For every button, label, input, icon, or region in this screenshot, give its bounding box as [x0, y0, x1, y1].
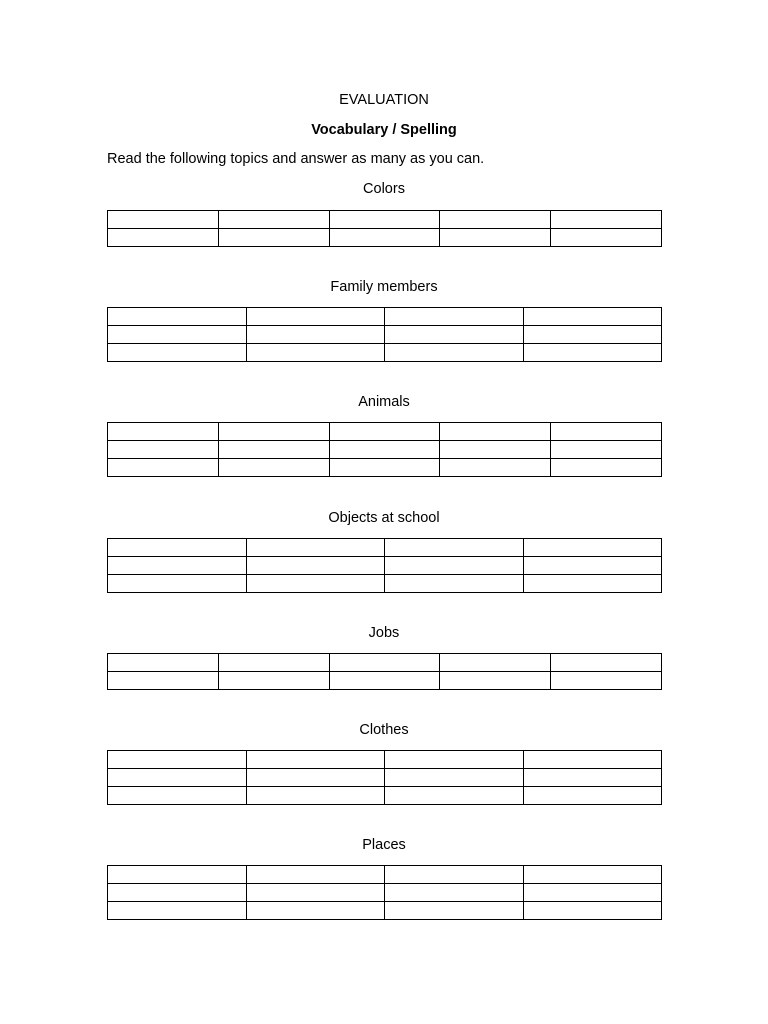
answer-cell[interactable]	[246, 539, 385, 557]
answer-cell[interactable]	[108, 902, 247, 920]
answer-cell[interactable]	[523, 902, 662, 920]
table-row	[108, 211, 662, 229]
answer-cell[interactable]	[385, 751, 524, 769]
answer-cell[interactable]	[551, 441, 662, 459]
answer-cell[interactable]	[108, 769, 247, 787]
answer-cell[interactable]	[108, 866, 247, 884]
answer-cell[interactable]	[246, 557, 385, 575]
answer-cell[interactable]	[108, 787, 247, 805]
answer-cell[interactable]	[246, 902, 385, 920]
answer-cell[interactable]	[385, 769, 524, 787]
answer-cell[interactable]	[440, 672, 551, 690]
answer-table	[107, 307, 662, 362]
section-title: Objects at school	[328, 510, 440, 526]
answer-cell[interactable]	[440, 423, 551, 441]
answer-cell[interactable]	[385, 344, 524, 362]
answer-cell[interactable]	[523, 787, 662, 805]
answer-cell[interactable]	[246, 769, 385, 787]
answer-cell[interactable]	[108, 672, 219, 690]
answer-cell[interactable]	[246, 787, 385, 805]
table-row	[108, 751, 662, 769]
table-row	[108, 557, 662, 575]
section-title: Jobs	[368, 625, 400, 641]
answer-cell[interactable]	[108, 211, 219, 229]
answer-cell[interactable]	[329, 459, 440, 477]
answer-table	[107, 653, 662, 690]
answer-cell[interactable]	[329, 211, 440, 229]
answer-cell[interactable]	[385, 575, 524, 593]
answer-cell[interactable]	[246, 308, 385, 326]
answer-cell[interactable]	[108, 557, 247, 575]
answer-cell[interactable]	[551, 229, 662, 247]
answer-cell[interactable]	[108, 308, 247, 326]
table-row	[108, 866, 662, 884]
answer-cell[interactable]	[329, 672, 440, 690]
answer-cell[interactable]	[440, 229, 551, 247]
answer-cell[interactable]	[246, 326, 385, 344]
answer-cell[interactable]	[108, 539, 247, 557]
answer-cell[interactable]	[523, 751, 662, 769]
answer-cell[interactable]	[218, 229, 329, 247]
answer-cell[interactable]	[218, 441, 329, 459]
answer-cell[interactable]	[246, 884, 385, 902]
answer-cell[interactable]	[523, 884, 662, 902]
answer-cell[interactable]	[551, 459, 662, 477]
answer-table	[107, 210, 662, 247]
answer-table	[107, 538, 662, 593]
answer-table	[107, 750, 662, 805]
table-row	[108, 229, 662, 247]
page-title: EVALUATION	[339, 92, 429, 108]
answer-cell[interactable]	[218, 459, 329, 477]
answer-cell[interactable]	[246, 344, 385, 362]
section-title: Animals	[358, 394, 410, 410]
table-row	[108, 326, 662, 344]
page-subtitle: Vocabulary / Spelling	[311, 122, 457, 138]
table-row	[108, 902, 662, 920]
answer-cell[interactable]	[551, 654, 662, 672]
answer-cell[interactable]	[440, 441, 551, 459]
section-title: Places	[362, 837, 406, 853]
answer-cell[interactable]	[218, 672, 329, 690]
answer-cell[interactable]	[108, 575, 247, 593]
table-row	[108, 344, 662, 362]
answer-cell[interactable]	[385, 539, 524, 557]
section-title: Colors	[363, 181, 405, 197]
answer-cell[interactable]	[385, 787, 524, 805]
answer-cell[interactable]	[218, 654, 329, 672]
answer-cell[interactable]	[523, 769, 662, 787]
section-title: Clothes	[359, 722, 409, 738]
answer-cell[interactable]	[108, 229, 219, 247]
answer-cell[interactable]	[385, 557, 524, 575]
answer-cell[interactable]	[385, 308, 524, 326]
table-row	[108, 884, 662, 902]
answer-cell[interactable]	[523, 344, 662, 362]
table-row	[108, 308, 662, 326]
answer-cell[interactable]	[108, 423, 219, 441]
answer-cell[interactable]	[440, 654, 551, 672]
answer-cell[interactable]	[329, 654, 440, 672]
table-row	[108, 654, 662, 672]
answer-cell[interactable]	[246, 751, 385, 769]
answer-cell[interactable]	[440, 211, 551, 229]
table-row	[108, 672, 662, 690]
answer-cell[interactable]	[108, 441, 219, 459]
answer-cell[interactable]	[329, 229, 440, 247]
answer-cell[interactable]	[523, 557, 662, 575]
answer-table	[107, 422, 662, 477]
table-row	[108, 769, 662, 787]
answer-cell[interactable]	[329, 441, 440, 459]
instructions-text: Read the following topics and answer as many as you can.	[107, 151, 485, 167]
answer-cell[interactable]	[440, 459, 551, 477]
answer-cell[interactable]	[108, 344, 247, 362]
answer-cell[interactable]	[108, 884, 247, 902]
answer-cell[interactable]	[523, 866, 662, 884]
answer-table	[107, 865, 662, 920]
answer-cell[interactable]	[329, 423, 440, 441]
answer-cell[interactable]	[108, 326, 247, 344]
table-row	[108, 459, 662, 477]
answer-cell[interactable]	[385, 326, 524, 344]
answer-cell[interactable]	[385, 902, 524, 920]
answer-cell[interactable]	[523, 308, 662, 326]
answer-cell[interactable]	[523, 575, 662, 593]
answer-cell[interactable]	[385, 866, 524, 884]
table-row	[108, 575, 662, 593]
answer-cell[interactable]	[551, 211, 662, 229]
table-row	[108, 441, 662, 459]
answer-cell[interactable]	[108, 751, 247, 769]
table-row	[108, 787, 662, 805]
answer-cell[interactable]	[523, 539, 662, 557]
answer-cell[interactable]	[218, 423, 329, 441]
answer-cell[interactable]	[246, 866, 385, 884]
answer-cell[interactable]	[523, 326, 662, 344]
section-title: Family members	[330, 279, 438, 295]
answer-cell[interactable]	[551, 423, 662, 441]
answer-cell[interactable]	[551, 672, 662, 690]
answer-cell[interactable]	[385, 884, 524, 902]
table-row	[108, 539, 662, 557]
answer-cell[interactable]	[108, 459, 219, 477]
table-row	[108, 423, 662, 441]
answer-cell[interactable]	[218, 211, 329, 229]
answer-cell[interactable]	[246, 575, 385, 593]
answer-cell[interactable]	[108, 654, 219, 672]
